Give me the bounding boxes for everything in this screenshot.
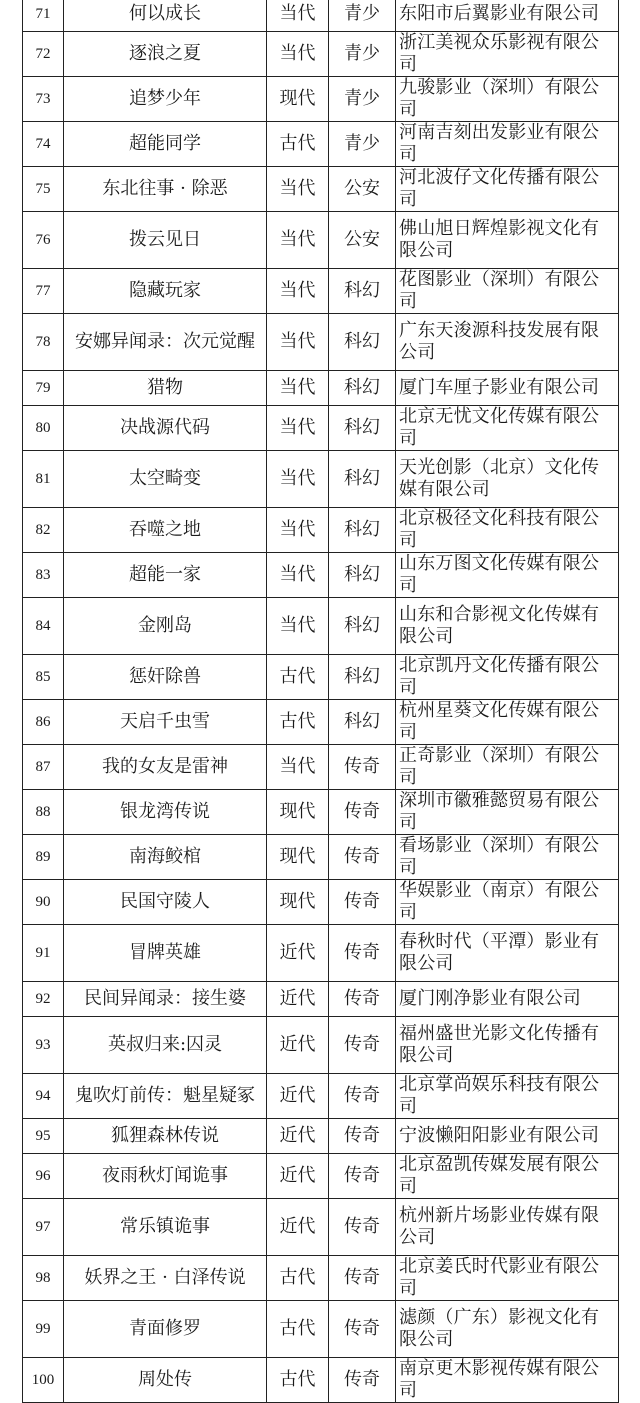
era-cell: 古代	[267, 1256, 329, 1301]
film-title: 周处传	[64, 1358, 267, 1403]
row-number: 84	[23, 598, 64, 655]
row-number: 96	[23, 1154, 64, 1199]
table-row	[23, 745, 619, 790]
genre-cell: 青少	[329, 122, 396, 167]
company-cell: 河北波仔文化传播有限公司	[396, 167, 619, 212]
company-cell: 杭州星葵文化传媒有限公司	[396, 700, 619, 745]
company-cell: 河南吉刻出发影业有限公司	[396, 122, 619, 167]
genre-cell: 科幻	[329, 655, 396, 700]
film-title: 我的女友是雷神	[64, 745, 267, 790]
company-cell: 南京更木影视传媒有限公司	[396, 1358, 619, 1403]
company-cell: 杭州新片场影业传媒有限公司	[396, 1199, 619, 1256]
row-number: 79	[23, 371, 64, 406]
row-number: 97	[23, 1199, 64, 1256]
era-cell: 近代	[267, 1154, 329, 1199]
film-title: 鬼吹灯前传：魁星疑冢	[64, 1074, 267, 1119]
genre-cell: 传奇	[329, 982, 396, 1017]
film-title: 民国守陵人	[64, 880, 267, 925]
company-cell: 北京极径文化科技有限公司	[396, 508, 619, 553]
row-number: 100	[23, 1358, 64, 1403]
row-number: 98	[23, 1256, 64, 1301]
table-row	[23, 0, 619, 32]
era-cell: 古代	[267, 700, 329, 745]
film-title: 金刚岛	[64, 598, 267, 655]
film-title: 逐浪之夏	[64, 32, 267, 77]
era-cell: 当代	[267, 371, 329, 406]
row-number: 88	[23, 790, 64, 835]
table-row	[23, 167, 619, 212]
company-cell: 天光创影（北京）文化传媒有限公司	[396, 451, 619, 508]
table-row	[23, 212, 619, 269]
company-cell: 深圳市徽雅懿贸易有限公司	[396, 790, 619, 835]
film-title: 惩奸除兽	[64, 655, 267, 700]
table-row	[23, 122, 619, 167]
table-row	[23, 1358, 619, 1403]
era-cell: 当代	[267, 451, 329, 508]
genre-cell: 传奇	[329, 1017, 396, 1074]
table-row	[23, 553, 619, 598]
table-row	[23, 32, 619, 77]
era-cell: 当代	[267, 0, 329, 32]
era-cell: 近代	[267, 925, 329, 982]
table-row	[23, 1199, 619, 1256]
genre-cell: 传奇	[329, 790, 396, 835]
row-number: 86	[23, 700, 64, 745]
table-row	[23, 655, 619, 700]
row-number: 83	[23, 553, 64, 598]
era-cell: 现代	[267, 77, 329, 122]
genre-cell: 公安	[329, 167, 396, 212]
era-cell: 当代	[267, 745, 329, 790]
era-cell: 古代	[267, 1358, 329, 1403]
row-number: 91	[23, 925, 64, 982]
era-cell: 当代	[267, 167, 329, 212]
table-row	[23, 1119, 619, 1154]
row-number: 75	[23, 167, 64, 212]
table-row	[23, 1074, 619, 1119]
genre-cell: 青少	[329, 77, 396, 122]
company-cell: 北京凯丹文化传播有限公司	[396, 655, 619, 700]
film-title: 银龙湾传说	[64, 790, 267, 835]
film-title: 拨云见日	[64, 212, 267, 269]
genre-cell: 科幻	[329, 700, 396, 745]
company-cell: 北京掌尚娱乐科技有限公司	[396, 1074, 619, 1119]
era-cell: 近代	[267, 1017, 329, 1074]
company-cell: 正奇影业（深圳）有限公司	[396, 745, 619, 790]
row-number: 90	[23, 880, 64, 925]
row-number: 73	[23, 77, 64, 122]
genre-cell: 科幻	[329, 406, 396, 451]
table-row	[23, 700, 619, 745]
era-cell: 现代	[267, 880, 329, 925]
table-row	[23, 880, 619, 925]
company-cell: 宁波懒阳阳影业有限公司	[396, 1119, 619, 1154]
genre-cell: 传奇	[329, 1256, 396, 1301]
row-number: 80	[23, 406, 64, 451]
row-number: 77	[23, 269, 64, 314]
film-title: 安娜异闻录：次元觉醒	[64, 314, 267, 371]
table-row	[23, 1017, 619, 1074]
genre-cell: 科幻	[329, 269, 396, 314]
film-title: 何以成长	[64, 0, 267, 32]
film-title: 民间异闻录：接生婆	[64, 982, 267, 1017]
company-cell: 广东天浚源科技发展有限公司	[396, 314, 619, 371]
row-number: 72	[23, 32, 64, 77]
era-cell: 近代	[267, 1199, 329, 1256]
company-cell: 九骏影业（深圳）有限公司	[396, 77, 619, 122]
film-title: 常乐镇诡事	[64, 1199, 267, 1256]
table-row	[23, 451, 619, 508]
row-number: 94	[23, 1074, 64, 1119]
era-cell: 古代	[267, 655, 329, 700]
row-number: 93	[23, 1017, 64, 1074]
table-row	[23, 1154, 619, 1199]
table-row	[23, 925, 619, 982]
company-cell: 春秋时代（平潭）影业有限公司	[396, 925, 619, 982]
row-number: 74	[23, 122, 64, 167]
row-number: 82	[23, 508, 64, 553]
genre-cell: 传奇	[329, 1301, 396, 1358]
row-number: 89	[23, 835, 64, 880]
genre-cell: 传奇	[329, 1154, 396, 1199]
era-cell: 现代	[267, 835, 329, 880]
era-cell: 当代	[267, 212, 329, 269]
company-cell: 山东万图文化传媒有限公司	[396, 553, 619, 598]
table-row	[23, 982, 619, 1017]
film-title: 猎物	[64, 371, 267, 406]
table-row	[23, 598, 619, 655]
film-title: 夜雨秋灯闻诡事	[64, 1154, 267, 1199]
genre-cell: 科幻	[329, 598, 396, 655]
row-number: 78	[23, 314, 64, 371]
table-row	[23, 1301, 619, 1358]
film-title: 吞噬之地	[64, 508, 267, 553]
table-row	[23, 371, 619, 406]
company-cell: 华娱影业（南京）有限公司	[396, 880, 619, 925]
era-cell: 近代	[267, 1119, 329, 1154]
era-cell: 古代	[267, 122, 329, 167]
genre-cell: 传奇	[329, 1199, 396, 1256]
era-cell: 当代	[267, 598, 329, 655]
company-cell: 花图影业（深圳）有限公司	[396, 269, 619, 314]
row-number: 85	[23, 655, 64, 700]
genre-cell: 科幻	[329, 371, 396, 406]
film-registry-table	[22, 0, 619, 1403]
genre-cell: 公安	[329, 212, 396, 269]
era-cell: 近代	[267, 1074, 329, 1119]
genre-cell: 传奇	[329, 1119, 396, 1154]
company-cell: 东阳市后翼影业有限公司	[396, 0, 619, 32]
row-number: 95	[23, 1119, 64, 1154]
era-cell: 当代	[267, 269, 329, 314]
genre-cell: 传奇	[329, 835, 396, 880]
film-title: 南海鲛棺	[64, 835, 267, 880]
film-title: 决战源代码	[64, 406, 267, 451]
film-title: 天启千虫雪	[64, 700, 267, 745]
film-title: 追梦少年	[64, 77, 267, 122]
genre-cell: 科幻	[329, 451, 396, 508]
table-row	[23, 406, 619, 451]
row-number: 99	[23, 1301, 64, 1358]
genre-cell: 青少	[329, 0, 396, 32]
film-title: 隐藏玩家	[64, 269, 267, 314]
film-title: 狐狸森林传说	[64, 1119, 267, 1154]
table-row	[23, 269, 619, 314]
era-cell: 当代	[267, 314, 329, 371]
row-number: 81	[23, 451, 64, 508]
genre-cell: 传奇	[329, 1074, 396, 1119]
table-row	[23, 790, 619, 835]
row-number: 71	[23, 0, 64, 32]
company-cell: 滤颜（广东）影视文化有限公司	[396, 1301, 619, 1358]
genre-cell: 传奇	[329, 1358, 396, 1403]
company-cell: 厦门车厘子影业有限公司	[396, 371, 619, 406]
era-cell: 当代	[267, 406, 329, 451]
genre-cell: 科幻	[329, 508, 396, 553]
era-cell: 现代	[267, 790, 329, 835]
genre-cell: 科幻	[329, 553, 396, 598]
table-row	[23, 1256, 619, 1301]
genre-cell: 科幻	[329, 314, 396, 371]
genre-cell: 传奇	[329, 925, 396, 982]
company-cell: 北京盈凯传媒发展有限公司	[396, 1154, 619, 1199]
film-title: 妖界之王 · 白泽传说	[64, 1256, 267, 1301]
table-row	[23, 508, 619, 553]
row-number: 76	[23, 212, 64, 269]
row-number: 87	[23, 745, 64, 790]
table-row	[23, 835, 619, 880]
film-title: 青面修罗	[64, 1301, 267, 1358]
genre-cell: 传奇	[329, 745, 396, 790]
film-title: 超能一家	[64, 553, 267, 598]
company-cell: 福州盛世光影文化传播有限公司	[396, 1017, 619, 1074]
era-cell: 当代	[267, 508, 329, 553]
company-cell: 看场影业（深圳）有限公司	[396, 835, 619, 880]
era-cell: 近代	[267, 982, 329, 1017]
company-cell: 北京姜氏时代影业有限公司	[396, 1256, 619, 1301]
company-cell: 浙江美视众乐影视有限公司	[396, 32, 619, 77]
era-cell: 古代	[267, 1301, 329, 1358]
film-title: 冒牌英雄	[64, 925, 267, 982]
company-cell: 北京无忧文化传媒有限公司	[396, 406, 619, 451]
company-cell: 佛山旭日辉煌影视文化有限公司	[396, 212, 619, 269]
company-cell: 山东和合影视文化传媒有限公司	[396, 598, 619, 655]
table-row	[23, 77, 619, 122]
company-cell: 厦门刚净影业有限公司	[396, 982, 619, 1017]
genre-cell: 传奇	[329, 880, 396, 925]
table-row	[23, 314, 619, 371]
film-title: 超能同学	[64, 122, 267, 167]
era-cell: 当代	[267, 553, 329, 598]
film-title: 东北往事 · 除恶	[64, 167, 267, 212]
era-cell: 当代	[267, 32, 329, 77]
film-title: 英叔归来:囚灵	[64, 1017, 267, 1074]
genre-cell: 青少	[329, 32, 396, 77]
film-title: 太空畸变	[64, 451, 267, 508]
row-number: 92	[23, 982, 64, 1017]
